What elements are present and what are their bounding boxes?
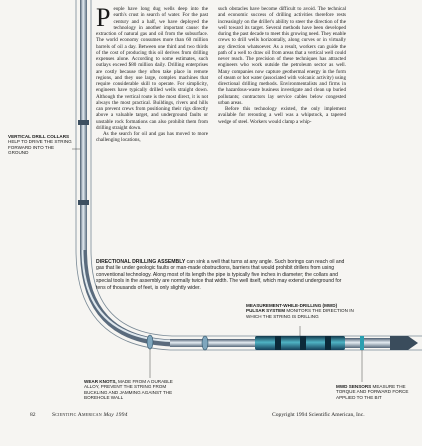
article-column-1: [96, 3, 208, 144]
label-sensors-text: MEASURE THE TORQUE AND FORWARD FORCE APPLIED TO THE BIT: [336, 384, 409, 400]
page-number: 82: [30, 412, 36, 418]
drill-bit: [390, 336, 418, 350]
figure-caption: [96, 259, 346, 291]
label-mwd-text: MONITORS THE DIRECTION IN WHICH THE STRING IS DRILLING: [246, 308, 354, 319]
label-wear-text: MADE FROM A DURABLE ALLOY, PREVENT THE STRING FROM BUCKLING AND JAMMING AGAINST THE BOREHOLE WALL: [84, 379, 173, 401]
label-mwd-sensors: [336, 384, 418, 400]
mwd-band: [275, 336, 281, 350]
column1-paragraph2: As the search for oil and gas has moved to more challenging locations,: [96, 131, 208, 144]
caption-text: can sink a well that turns at any angle. Such borings can reach oil and gas that lie under geologic faults or man-made obstructions, barriers that would prohibit drillers from using conventional technology. Along most of its length the pipe is typically five inches in diameter; the collars and special tools in the assembly are normally twice that width. The well itself, which may extend underground for tens of thousands of feet, is only slightly wider.: [96, 259, 345, 291]
column1-paragraph1: eople have long dug wells deep into the earth's crust in search of water. For the past century and a half, we have deployed the technology in another important cause: the extraction of natural gas and oil from the subsurface. The world economy consumes more than 60 million barrels of oil a day. Between one third and two thirds of the cost of producing this oil derives from drilling expenses alone. According to some estimates, such outlays exceed $80 million daily. Drilling enterprises are costly because they often take place in remote regions, and they use large, complex machines that require considerable skill to operate. For simplicity, engineers have typically drilled wells straight down. Although the vertical route is the most direct, it is not always the most practical. Buildings, rivers and hills can prevent crews from positioning their rigs directly above a valuable target, and underground faults or unstable rock formations can also prohibit them from drilling straight down.: [96, 6, 208, 131]
copyright-notice: Copyright 1994 Scientific American, Inc.: [272, 412, 365, 418]
collar-joint: [78, 200, 89, 205]
drop-cap: P: [96, 3, 111, 32]
caption-lead: DIRECTIONAL DRILLING ASSEMBLY: [96, 259, 186, 265]
collar-joint: [78, 120, 89, 125]
sensor-sub: [345, 338, 390, 348]
label-collars-text: HELP TO DRIVE THE STRING FORWARD INTO THE GROUND: [8, 139, 72, 156]
mwd-band: [300, 336, 306, 350]
sensor-ring: [360, 336, 364, 350]
label-wear-lead: WEAR KNOTS,: [84, 379, 117, 384]
article-column-2: [218, 6, 346, 125]
mwd-band: [325, 336, 331, 350]
column2-paragraph2: Before this technology existed, the only implement available for rerouting a well was a whipstock, a tapered wedge of steel. Workers would clamp a whip-: [218, 106, 346, 125]
label-sensors-lead: MWD SENSORS: [336, 384, 372, 389]
label-mwd-pulsar: [246, 303, 356, 319]
label-mwd-lead: MEASUREMENT-WHILE-DRILLING (MWD) PULSAR SYSTEM: [246, 303, 338, 314]
column2-paragraph1: such obstacles have become difficult to avoid. The technical and economic success of drilling activities therefore rests increasingly on the driller's ability to steer the direction of the well toward its target. Several methods have been developed during the past decade to meet this growing need. They enable crews to drill wells horizontally, along curves or in virtually any direction whatsoever. As a result, workers can guide the path of a well to draw oil from areas that a vertical well could never reach. The precision of these techniques has attracted engineers who work outside the petroleum sector as well. Many companies now capture geothermal energy in the form of steam or hot water (associated with volcanic activity) using directional drilling methods. Environmentalists and firms in the hazardous-waste business investigate and clean up buried pollutants; contractors lay service cables below congested urban areas.: [218, 6, 346, 106]
journal-name: [52, 412, 128, 418]
label-vertical-drill-collars: [8, 134, 74, 156]
journal-title: Scientific American: [52, 412, 102, 418]
label-wear-knots: [84, 379, 178, 401]
label-collars-lead: VERTICAL DRILL COLLARS: [8, 134, 70, 139]
journal-issue: May 1994: [103, 412, 128, 418]
